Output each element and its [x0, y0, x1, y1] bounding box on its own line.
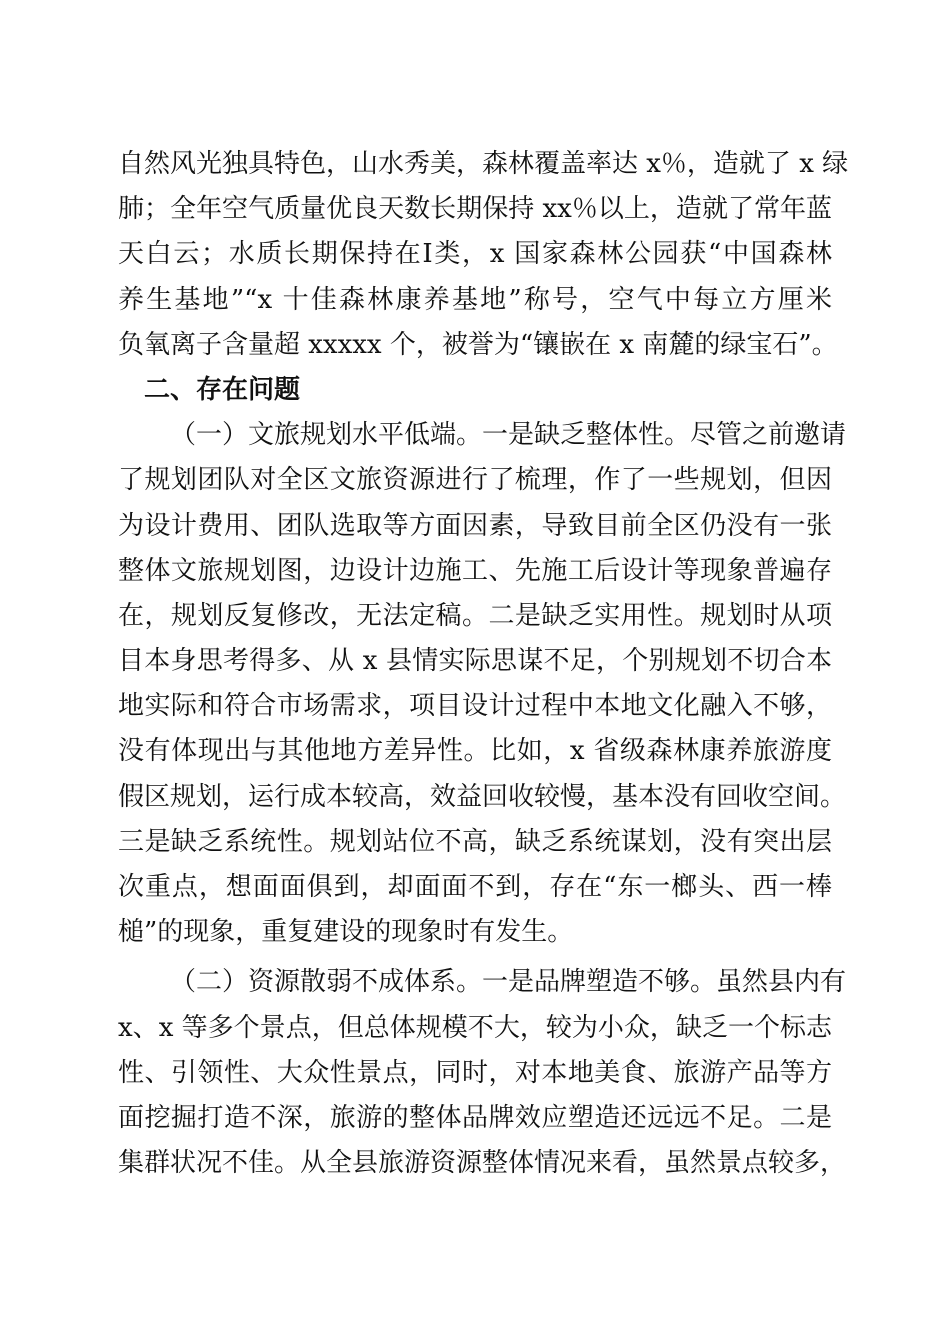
text-line: 自然风光独具特色，山水秀美，森林覆盖率达 x％，造就了 x 绿: [118, 149, 849, 179]
text-line: 负氧离子含量超 xxxxx 个，被誉为“镶嵌在 x 南麓的绿宝石”。: [118, 329, 838, 360]
text-line: 目本身思考得多、从 x 县情实际思谋不足，个别规划不切合本: [118, 646, 832, 677]
text-line: （一）文旅规划水平低端。一是缺乏整体性。尽管之前邀请: [170, 420, 847, 451]
text-line: 在，规划反复修改，无法定稿。二是缺乏实用性。规划时从项: [118, 600, 832, 631]
text-line: 三是缺乏系统性。规划站位不高，缺乏系统谋划，没有突出层: [118, 826, 832, 857]
text-line: 地实际和符合市场需求，项目设计过程中本地文化融入不够，: [118, 691, 832, 722]
text-line: 假区规划，运行成本较高，效益回收较慢，基本没有回收空间。: [118, 781, 847, 812]
document-body: [118, 142, 849, 1186]
section-heading: 二、存在问题: [144, 374, 301, 405]
text-line: 槌”的现象，重复建设的现象时有发生。: [118, 917, 574, 948]
paragraph-planning: [118, 413, 847, 955]
text-line: （二）资源散弱不成体系。一是品牌塑造不够。虽然县内有: [170, 967, 847, 998]
intro-paragraph: [118, 142, 849, 368]
text-line: 天白云；水质长期保持在Ⅰ类，x 国家森林公园获“中国森林: [118, 239, 832, 270]
text-line: 整体文旅规划图，边设计边施工、先施工后设计等现象普遍存: [118, 555, 832, 586]
text-line: 集群状况不佳。从全县旅游资源整体情况来看，虽然景点较多，: [118, 1148, 847, 1179]
text-line: 面挖掘打造不深，旅游的整体品牌效应塑造还远远不足。二是: [118, 1102, 832, 1133]
text-line: 次重点，想面面俱到，却面面不到，存在“东一榔头、西一棒: [118, 872, 832, 902]
text-line: 了规划团队对全区文旅资源进行了梳理，作了一些规划，但因: [118, 465, 832, 496]
text-line: x、x 等多个景点，但总体规模不大，较为小众，缺乏一个标志: [118, 1012, 832, 1043]
text-line: 为设计费用、团队选取等方面因素，导致目前全区仍没有一张: [118, 510, 832, 541]
paragraph-resources: [118, 960, 847, 1186]
text-line: 养生基地”“x 十佳森林康养基地”称号，空气中每立方厘米: [118, 284, 832, 315]
text-line: 肺；全年空气质量优良天数长期保持 xx％以上，造就了常年蓝: [118, 194, 832, 225]
text-line: 没有体现出与其他地方差异性。比如，x 省级森林康养旅游度: [118, 736, 832, 767]
text-line: 性、引领性、大众性景点，同时，对本地美食、旅游产品等方: [118, 1057, 832, 1088]
